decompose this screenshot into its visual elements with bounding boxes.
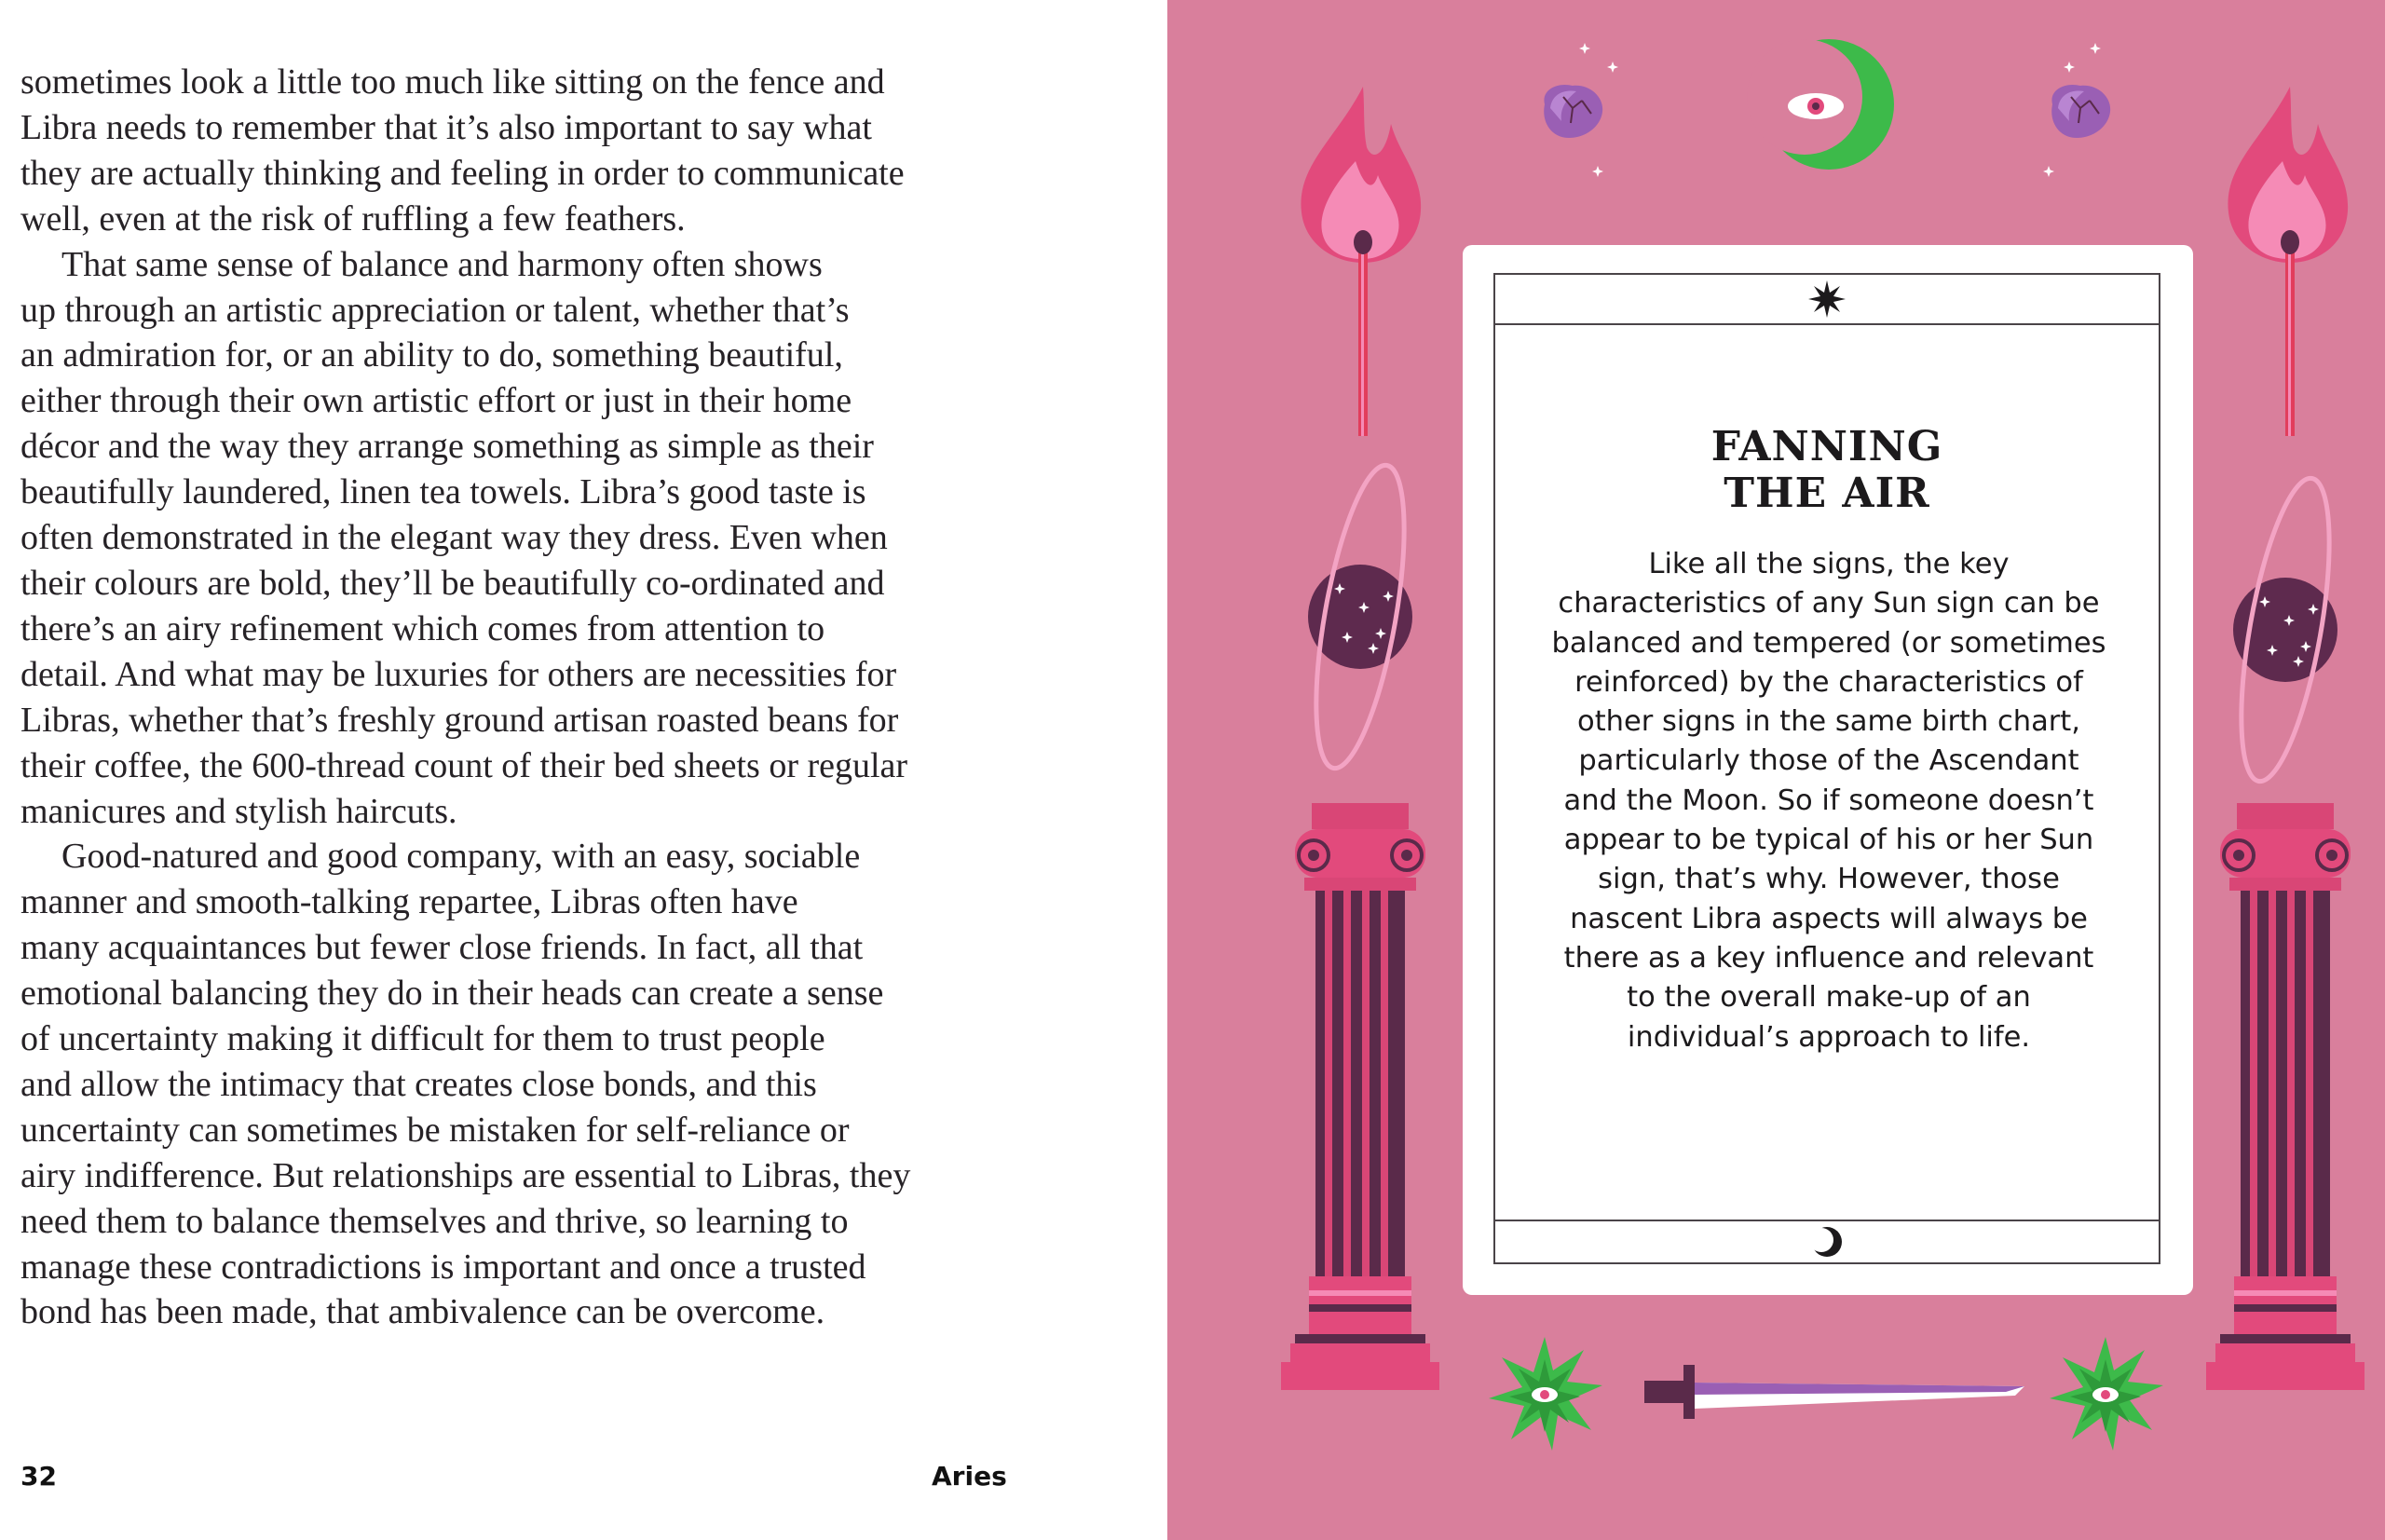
- burning-match-icon: [1301, 87, 1421, 436]
- crescent-moon-eye-icon: [1747, 39, 1894, 170]
- star-burst-icon: [1806, 279, 1847, 320]
- burning-match-icon: [2228, 87, 2348, 436]
- right-page: [1167, 0, 2385, 1540]
- starburst-eye-icon: [1489, 1337, 1602, 1451]
- card-top-band: [1495, 275, 2159, 325]
- card-body: Like all the signs, the key characteristics of any Sun sign can be balanced and tempered (or sometimes reinforced) by the characteristics of other signs in the same birth chart, particularly those of the Ascendant and the Moon. So if someone doesn’t appear to be typical of his or her Sun sign, that’s why. However, those nascent Libra aspects will always be there as a key influence and relevant to the overall make-up of an individual’s approach to life.: [1551, 548, 2106, 1054]
- body-text: [20, 60, 1120, 1335]
- paragraph-2: That same sense of balance and harmony often shows up through an artistic appreciation or talent, whether that’s an admiration for, or an ability to do, something beautiful, either through their own artistic effort or just in their home décor and the way they arrange something as simple as their beautifully laundered, linen tea towels. Libra’s good taste is often demonstrated in the elegant way they dress. Even when their colours are bold, they’ll be beautifully co-ordinated and there’s an airy refinement which comes from attention to detail. And what may be luxuries for others are necessities for Libras, whether that’s freshly ground artisan roasted beans for their coffee, the 600-thread count of their bed sheets or regular manicures and stylish haircuts.: [20, 244, 908, 831]
- card-title: FANNING THE AIR: [1710, 423, 1943, 517]
- sword-icon: [1644, 1365, 2024, 1419]
- left-page: [0, 0, 1167, 1540]
- page-number: 32: [20, 1461, 57, 1492]
- paragraph-3: Good-natured and good company, with an easy, sociable manner and smooth-talking repartee, Libras often have many acquaintances but fewer close friends. In fact, all that emotional balancing they do in their heads can create a sense of uncertainty making it difficult for them to trust people and allow the intimacy that creates close bonds, and this uncertainty can sometimes be mistaken for self-reliance or airy indifference. But relationships are essential to Libras, they need them to balance themselves and thrive, so learning to manage these contradictions is important and once a trusted bond has been made, that ambivalence can be overcome.: [20, 837, 911, 1332]
- info-card: [1463, 245, 2193, 1295]
- card-bottom-band: [1495, 1220, 2159, 1262]
- ringed-planet-icon: [1299, 459, 1422, 774]
- ionic-column-icon: [2206, 803, 2365, 1390]
- ringed-planet-icon: [2224, 472, 2347, 787]
- crystal-icon: [1544, 85, 1602, 138]
- ionic-column-icon: [1281, 803, 1439, 1390]
- crystal-icon: [2051, 85, 2110, 138]
- paragraph-1: sometimes look a little too much like sitting on the fence and Libra needs to remember that it’s also important to say what they are actually thinking and feeling in order to communicate well, even at the risk of ruffling a few feathers.: [20, 62, 905, 238]
- card-frame: [1493, 273, 2160, 1264]
- starburst-eye-icon: [2050, 1337, 2163, 1451]
- section-name: Aries: [932, 1461, 1007, 1492]
- crescent-icon: [1808, 1223, 1846, 1261]
